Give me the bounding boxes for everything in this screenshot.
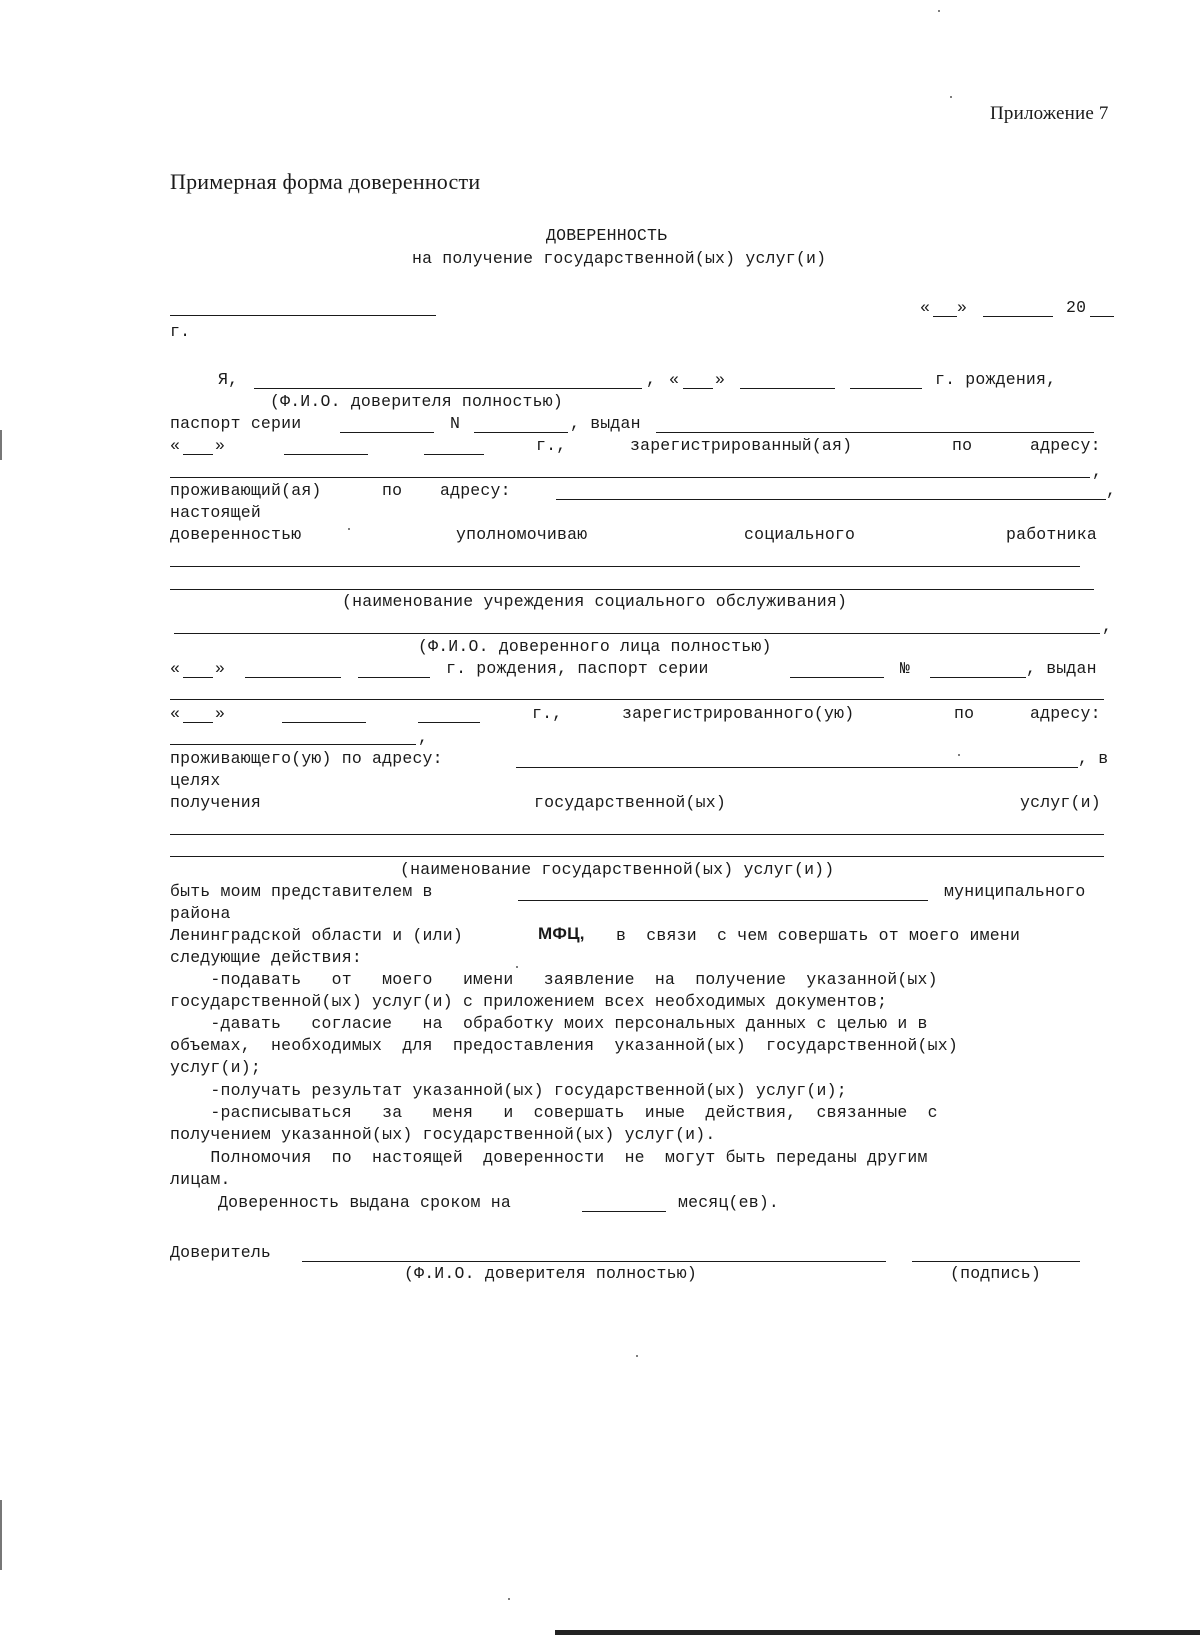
principal-birth-day-line[interactable]: [683, 388, 713, 389]
scan-edge-mark: [0, 430, 2, 460]
agent-reg-comma: ,: [418, 728, 429, 747]
agent-registration-address-line[interactable]: [170, 744, 416, 745]
action-line: -давать согласие на обработку моих персональных данных с целью и в: [170, 1014, 928, 1033]
agent-uslug: услуг(и): [1020, 793, 1101, 812]
representative-line3-a: Ленинградской области и (или): [170, 926, 463, 945]
principal-passport-number-line[interactable]: [474, 432, 568, 433]
principal-socialnogo: социального: [744, 525, 856, 544]
principal-signature-label: Доверитель: [170, 1243, 272, 1262]
representative-line1-start: быть моим представителем в: [170, 882, 433, 901]
agent-birth-day-line[interactable]: [183, 677, 213, 678]
principal-issue-quote-close: »: [215, 436, 226, 455]
principal-birth-label: г. рождения,: [935, 370, 1057, 389]
agent-gos: государственной(ых): [534, 793, 726, 812]
agent-birth-year-line[interactable]: [358, 677, 430, 678]
principal-passport-series-line[interactable]: [340, 432, 434, 433]
action-line: лицам.: [170, 1170, 231, 1189]
scan-edge-mark: [0, 1500, 2, 1570]
agent-year-g: г.,: [532, 704, 563, 723]
scan-speck: [950, 96, 952, 98]
agent-po: по: [954, 704, 975, 723]
date-year-line[interactable]: [1090, 316, 1114, 317]
principal-rabotnika: работника: [1006, 525, 1097, 544]
date-year-suffix: г.: [170, 322, 191, 341]
scan-bottom-edge: [555, 1630, 1200, 1635]
date-century: 20: [1066, 298, 1087, 317]
agent-address-label: адресу:: [1030, 704, 1101, 723]
agent-issued-label: , выдан: [1026, 659, 1097, 678]
agent-fio-caption: (Ф.И.О. доверенного лица полностью): [418, 637, 772, 656]
representative-mfc: МФЦ,: [538, 924, 585, 943]
appendix-label: Приложение 7: [990, 103, 1109, 124]
principal-year-g: г.,: [536, 436, 567, 455]
date-quote-open: «: [920, 298, 931, 317]
agent-polucheniya: получения: [170, 793, 261, 812]
agent-registered-label: зарегистрированного(ую): [622, 704, 855, 723]
scan-speck: [348, 528, 350, 530]
scan-speck: [508, 1598, 510, 1600]
agent-issued-by-line[interactable]: [170, 699, 1104, 700]
municipal-district-line[interactable]: [518, 900, 928, 901]
principal-registration-address-line[interactable]: [170, 477, 1090, 478]
action-line: получением указанной(ых) государственной(ых) услуг(и).: [170, 1125, 716, 1144]
agent-fio-comma: ,: [1102, 617, 1113, 636]
form-title: Примерная форма доверенности: [170, 169, 481, 194]
agent-birth-quote-close: »: [215, 659, 226, 678]
services-line-1[interactable]: [170, 834, 1104, 835]
principal-fio-line[interactable]: [254, 388, 642, 389]
scan-speck: [636, 1355, 638, 1357]
representative-line4: следующие действия:: [170, 948, 362, 967]
date-month-line[interactable]: [983, 316, 1053, 317]
principal-issued-label: , выдан: [570, 414, 641, 433]
principal-quote-close: »: [715, 370, 726, 389]
term-end: месяц(ев).: [678, 1193, 780, 1212]
principal-comma: ,: [646, 370, 657, 389]
principal-issue-quote-open: «: [170, 436, 181, 455]
principal-issue-month-line[interactable]: [284, 454, 368, 455]
principal-fio-caption: (Ф.И.О. доверителя полностью): [270, 392, 563, 411]
principal-issued-by-line[interactable]: [656, 432, 1094, 433]
document-subtitle: на получение государственной(ых) услуг(и): [412, 249, 827, 268]
principal-birth-year-line[interactable]: [850, 388, 922, 389]
principal-signature-line[interactable]: [912, 1261, 1080, 1262]
principal-po: по: [952, 436, 973, 455]
principal-address-label: адресу:: [1030, 436, 1101, 455]
services-line-2[interactable]: [170, 856, 1104, 857]
principal-signature-fio-line[interactable]: [302, 1261, 886, 1262]
action-line: -расписываться за меня и совершать иные действия, связанные с: [170, 1103, 938, 1122]
principal-quote-open: «: [669, 370, 680, 389]
principal-reg-comma: ,: [1092, 462, 1103, 481]
action-line: объемах, необходимых для предоставления указанной(ых) государственной(ых): [170, 1036, 958, 1055]
agent-passport-series-line[interactable]: [790, 677, 884, 678]
action-line: -получать результат указанной(ых) государственной(ых) услуг(и);: [170, 1081, 847, 1100]
agent-living-label: проживающего(ую) по адресу:: [170, 749, 443, 768]
services-caption: (наименование государственной(ых) услуг(и)): [400, 860, 835, 879]
institution-caption: (наименование учреждения социального обслуживания): [342, 592, 848, 611]
principal-passport-label: паспорт серии: [170, 414, 302, 433]
principal-issue-year-line[interactable]: [424, 454, 484, 455]
principal-birth-month-line[interactable]: [740, 388, 835, 389]
agent-living-address-line[interactable]: [516, 767, 1078, 768]
institution-line[interactable]: [170, 589, 1094, 590]
principal-issue-day-line[interactable]: [183, 454, 213, 455]
principal-registered-label: зарегистрированный(ая): [630, 436, 853, 455]
principal-ya: Я,: [218, 370, 239, 389]
date-quote-close: »: [957, 298, 968, 317]
principal-upolnomochivayu: уполномочиваю: [456, 525, 588, 544]
representative-line1-end: муниципального: [944, 882, 1086, 901]
agent-issue-day-line[interactable]: [183, 722, 213, 723]
term-start: Доверенность выдана сроком на: [218, 1193, 511, 1212]
scan-speck: [958, 754, 960, 756]
action-line: -подавать от моего имени заявление на получение указанной(ых): [170, 970, 938, 989]
principal-signature-fio-caption: (Ф.И.О. доверителя полностью): [404, 1264, 697, 1283]
agent-birth-passport-label: г. рождения, паспорт серии: [446, 659, 709, 678]
agent-birth-month-line[interactable]: [245, 677, 341, 678]
scan-speck: [938, 10, 940, 12]
principal-living-po: по: [382, 481, 403, 500]
agent-v: , в: [1078, 749, 1109, 768]
representative-line3-b: в связи с чем совершать от моего имени: [616, 926, 1021, 945]
agent-issue-quote-close: »: [215, 704, 226, 723]
principal-living-label: проживающий(ая): [170, 481, 322, 500]
agent-issue-year-line[interactable]: [418, 722, 480, 723]
representative-line2: района: [170, 904, 231, 923]
agent-celyah: целях: [170, 771, 221, 790]
principal-living-address-label: адресу:: [440, 481, 511, 500]
social-worker-line[interactable]: [170, 566, 1080, 567]
agent-passport-number-line[interactable]: [930, 677, 1026, 678]
principal-living-address-line[interactable]: [556, 499, 1106, 500]
scan-speck: [516, 966, 518, 968]
agent-number-sign: №: [900, 659, 911, 678]
agent-birth-quote-open: «: [170, 659, 181, 678]
principal-doverennostyu: доверенностью: [170, 525, 302, 544]
place-line[interactable]: [170, 315, 436, 316]
document-title: ДОВЕРЕННОСТЬ: [546, 226, 668, 245]
action-line: государственной(ых) услуг(и) с приложением всех необходимых документов;: [170, 992, 888, 1011]
principal-number-sign: N: [450, 414, 461, 433]
agent-fio-line[interactable]: [174, 633, 1100, 634]
action-line: услуг(и);: [170, 1058, 261, 1077]
action-line: Полномочия по настоящей доверенности не могут быть переданы другим: [170, 1148, 928, 1167]
principal-signature-caption: (подпись): [950, 1264, 1041, 1283]
agent-issue-quote-open: «: [170, 704, 181, 723]
term-months-line[interactable]: [582, 1211, 666, 1212]
agent-issue-month-line[interactable]: [282, 722, 366, 723]
date-day-line[interactable]: [933, 316, 957, 317]
principal-living-comma: ,: [1106, 481, 1117, 500]
principal-nastoyashchey: настоящей: [170, 503, 261, 522]
